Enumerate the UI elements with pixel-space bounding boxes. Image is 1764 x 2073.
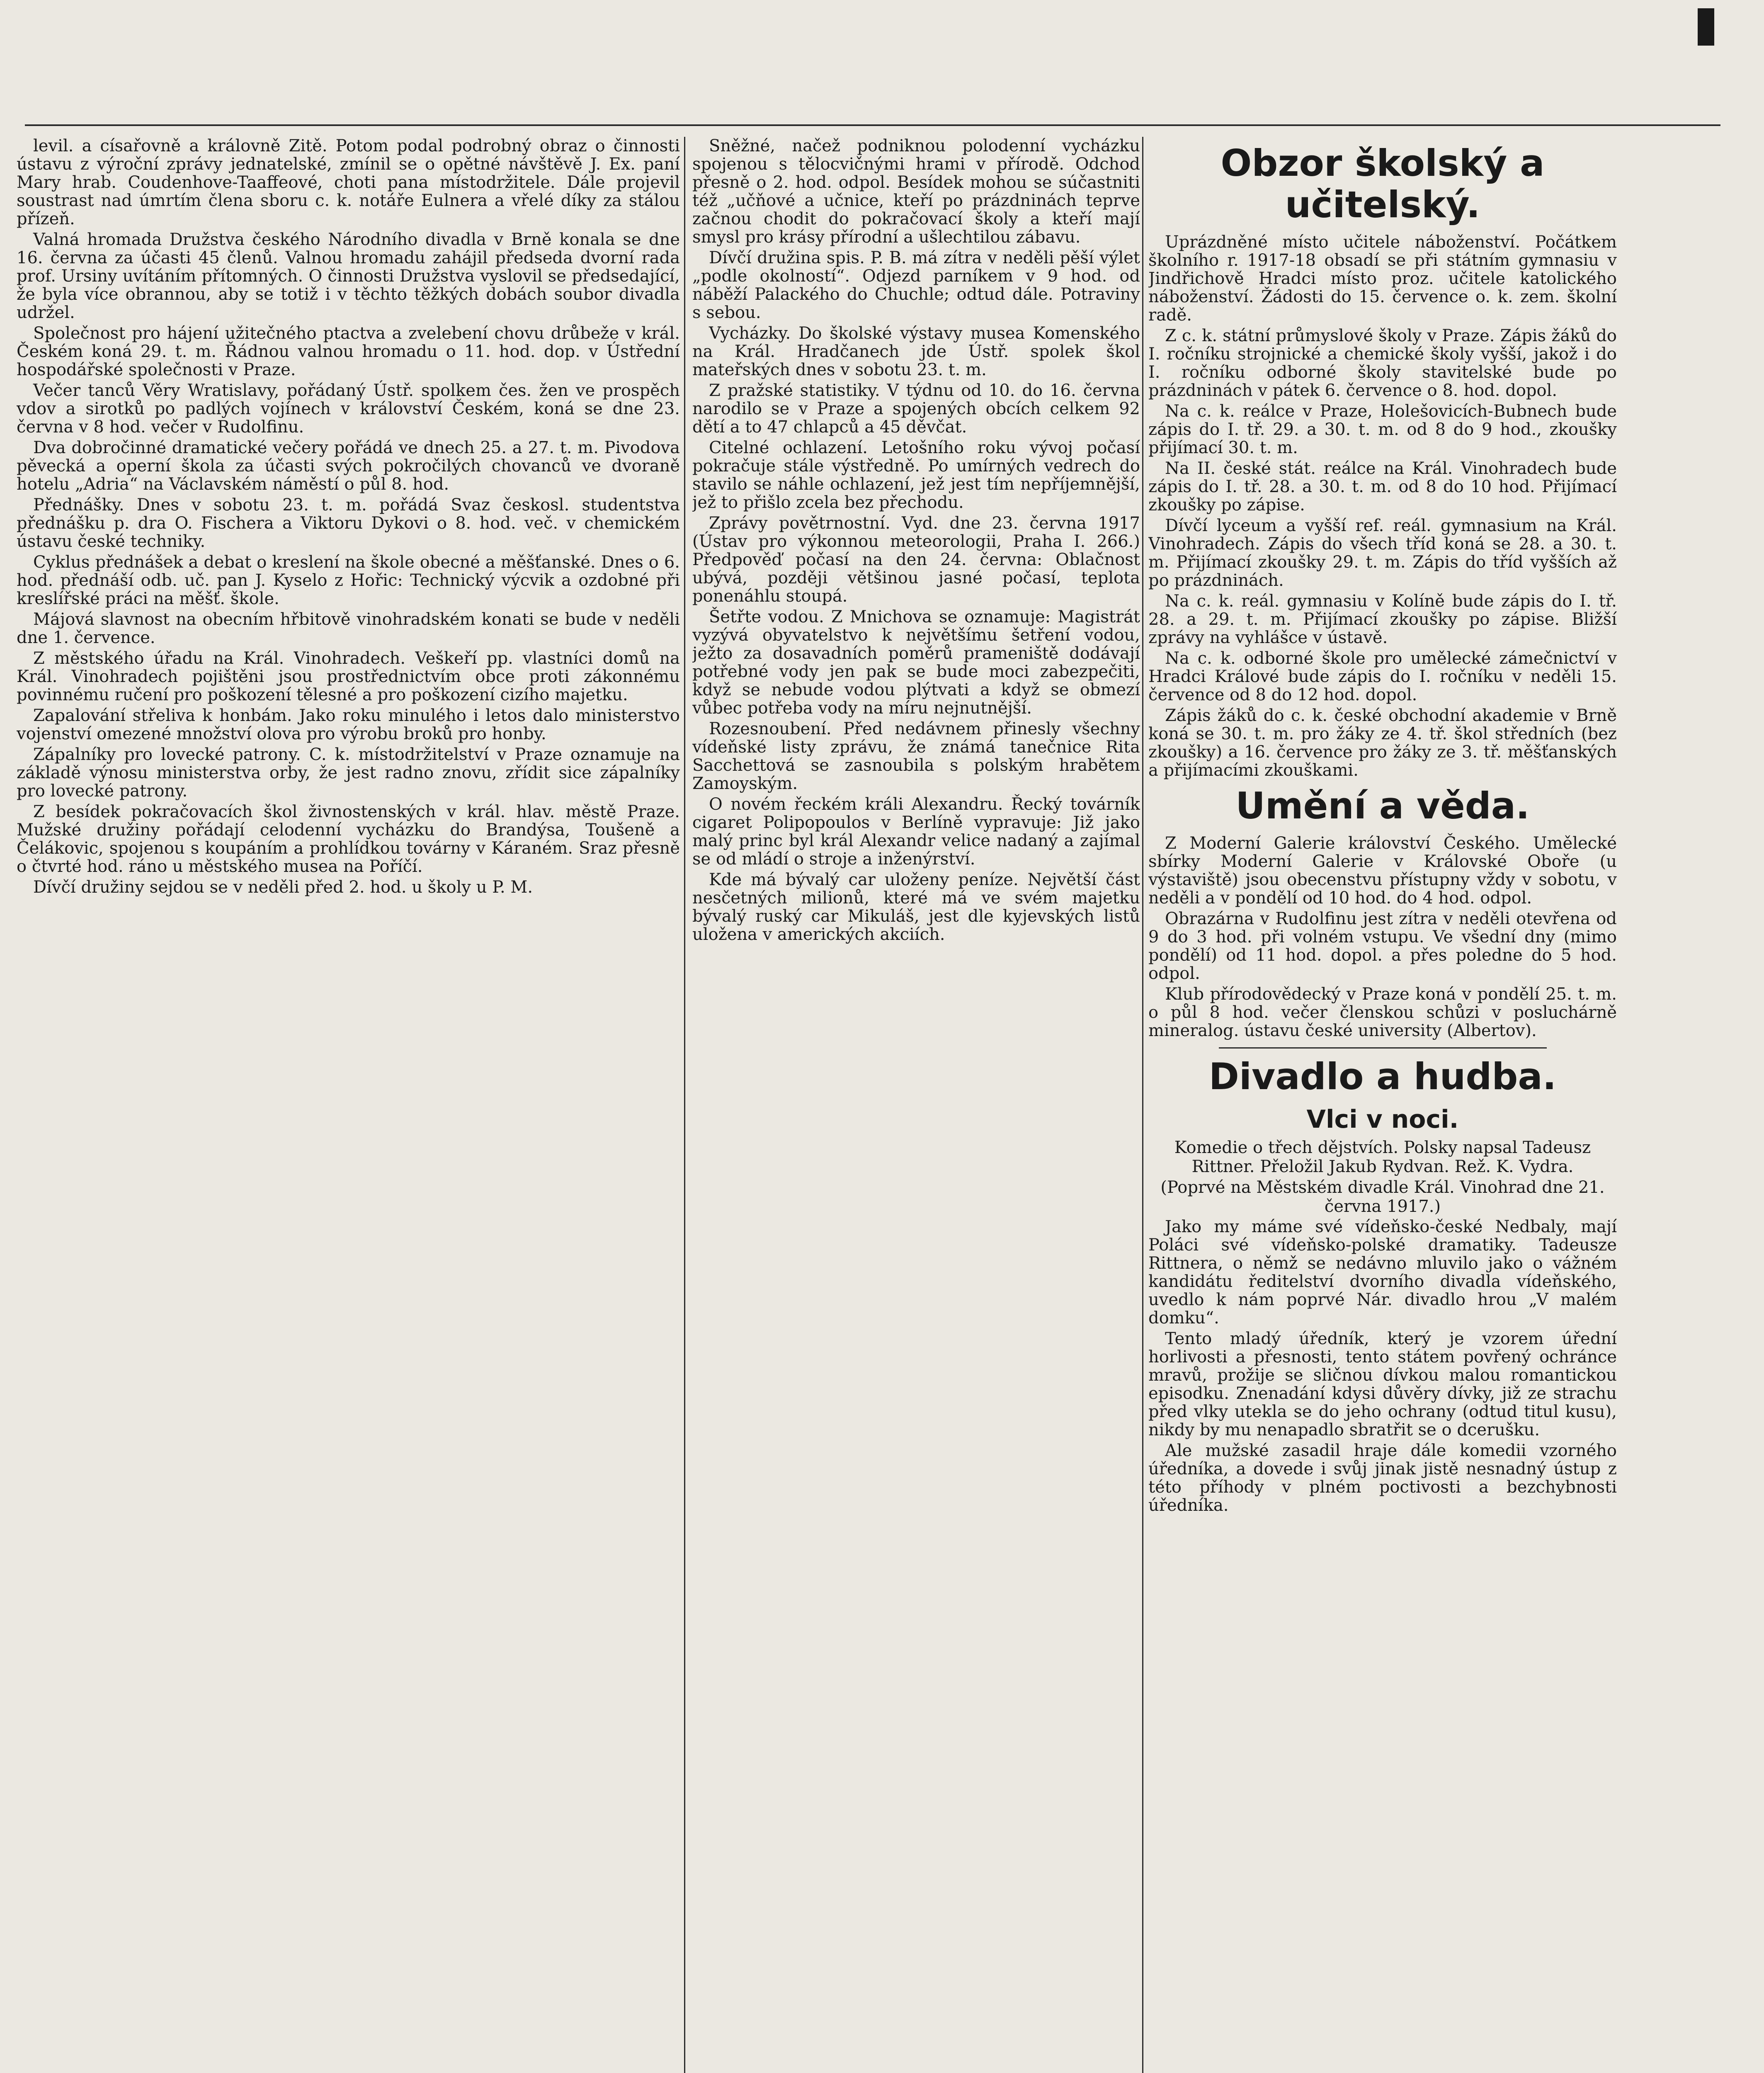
column-divider (684, 137, 685, 2073)
article-paragraph: Vycházky. Do školské výstavy musea Komenského na Král. Hradčanech jde Ústř. spolek škol mateřských dnes v sobotu 23. t. m. (692, 324, 1140, 379)
article-paragraph: Společnost pro hájení užitečného ptactva a zvelebení chovu drůbeže v král. Českém koná 29. t. m. Řádnou valnou hromadu o 11. hod. dop. v Ústřední hospodářské společnosti v Praze. (17, 324, 680, 379)
article-paragraph: Zapalování střeliva k honbám. Jako roku minulého i letos dalo ministerstvo vojenství omezené množství olova pro výrobu broků pro honby. (17, 706, 680, 743)
article-paragraph: Zprávy povětrnostní. Vyd. dne 23. června 1917 (Ústav pro výkonnou meteorologii, Praha I. 266.) Předpověď počasí na den 24. června: Oblačnost ubývá, později většinou jasné počasí, teplota ponenáhlu stoupá. (692, 514, 1140, 606)
article-paragraph: Z c. k. státní průmyslové školy v Praze. Zápis žáků do I. ročníku strojnické a chemické školy vyšší, jakož i do I. ročníku odborné školy stavitelské bude po prázdninách v pátek 6. července o 8. hod. dopol. (1148, 326, 1617, 400)
article-paragraph: levil. a císařovně a královně Zitě. Potom podal podrobný obraz o činnosti ústavu z výroční zprávy jednatelské, zmínil se o opětné návštěvě J. Ex. paní Mary hrab. Coudenhove-Taaffeové, choti pana místodržitele. Dále projevil soustrast nad úmrtím člena sboru c. k. notáře Eulnera a vřelé díky za stálou přízeň. (17, 137, 680, 228)
article-paragraph: Dva dobročinné dramatické večery pořádá ve dnech 25. a 27. t. m. Pivodova pěvecká a operní škola za účasti svých pokročilých chovanců ve dvoraně hotelu „Adria“ na Václavském náměstí o půl 8. hod. (17, 438, 680, 494)
article-paragraph: Jako my máme své vídeňsko-české Nedbaly, mají Poláci své vídeňsko-polské dramatiky. Tadeusze Rittnera, o němž se nedávno mluvilo jako o vážném kandidátu ředitelství dvorního divadla vídeňského, uvedlo k nám poprvé Nár. divadlo hrou „V malém domku“. (1148, 1217, 1617, 1328)
article-paragraph: Kde má bývalý car uloženy peníze. Největší část nesčetných milionů, které má ve svém majetku bývalý ruský car Mikuláš, jest dle kyjevských listů uložena v amerických akciích. (692, 870, 1140, 944)
article-paragraph: Citelné ochlazení. Letošního roku vývoj počasí pokračuje stále výstředně. Po umírných vedrech do stavilo se náhle ochlazení, jež jest tím nepříjemnější, jež to přišlo zcela bez přechodu. (692, 438, 1140, 512)
article-paragraph: Valná hromada Družstva českého Národního divadla v Brně konala se dne 16. června za účasti 45 členů. Valnou hromadu zahájil předseda dvorní rada prof. Ursiny uvítáním přítomných. O činnosti Družstva vyslovil se předsedající, že byla více obrannou, aby se totiž i v těchto těžkých dobách soubor divadla udržel. (17, 230, 680, 322)
article-paragraph: Na c. k. odborné škole pro umělecké zámečnictví v Hradci Králové bude zápis do I. ročníku v neděli 15. července od 8 do 12 hod. dopol. (1148, 649, 1617, 704)
top-rule (25, 124, 1720, 126)
article-paragraph: Z Moderní Galerie království Českého. Umělecké sbírky Moderní Galerie v Královské Oboře (u výstaviště) jsou obecenstvu přístupny vždy v sobotu, v neděli a v pondělí od 10 hod. do 4 hod. odpol. (1148, 834, 1617, 908)
section-heading: Divadlo a hudba. (1208, 1055, 1557, 1098)
article-paragraph: Dívčí družiny sejdou se v neděli před 2. hod. u školy u P. M. (33, 878, 533, 897)
column-2 (692, 137, 1140, 2073)
article-paragraph: Obrazárna v Rudolfinu jest zítra v neděli otevřena od 9 do 3 hod. při volném vstupu. Ve všední dny (mimo pondělí) od 11 hod. dopol. a přes poledne do 5 hod. odpol. (1148, 909, 1617, 983)
article-paragraph: Tento mladý úředník, který je vzorem úřední horlivosti a přesnosti, tento státem povřený ochránce mravů, prožije se sličnou dívkou malou romantickou episodku. Znenadání kdysi důvěry dívky, již ze strachu před vlky utekla se do jeho ochrany (odtud titul kusu), nikdy by mu nenapadlo sbratřit se o dcerušku. (1148, 1329, 1617, 1439)
section-divider (1219, 1047, 1547, 1049)
article-paragraph: Z pražské statistiky. V týdnu od 10. do 16. června narodilo se v Praze a spojených obcích celkem 92 dětí a to 47 chlapců a 45 děvčat. (692, 381, 1140, 437)
article-paragraph: Šetřte vodou. Z Mnichova se oznamuje: Magistrát vyzývá obyvatelstvo k největšímu šetření vodou, ježto za dosavadních poměrů prameniště dodávají potřebné vody jen pak se bude moci zabezpečiti, když se nebude vodou plýtvati a když se obmezí vůbec potřeba vody na míru nejnutnější. (692, 607, 1140, 718)
article-paragraph: Na c. k. reál. gymnasiu v Kolíně bude zápis do I. tř. 28. a 29. t. m. Přijímací zkoušky po zápise. Bližší zprávy na vyhlášce v ústavě. (1148, 592, 1617, 647)
article-paragraph: Uprázdněné místo učitele náboženství. Počátkem školního r. 1917-18 obsadí se při státním gymnasiu v Jindřichově Hradci místo proz. učitele katolického náboženství. Žádosti do 15. července o. k. zem. školní radě. (1148, 233, 1617, 325)
article-paragraph: Klub přírodovědecký v Praze koná v pondělí 25. t. m. o půl 8 hod. večer členskou schůzi v posluchárně mineralog. ústavu české university (Albertov). (1148, 985, 1617, 1040)
article-paragraph: Rozesnoubení. Před nedávnem přinesly všechny vídeňské listy zprávu, že známá tanečnice Rita Sacchettová se zasnoubila s polským hrabětem Zamoyským. (692, 719, 1140, 793)
article-paragraph: Na II. české stát. reálce na Král. Vinohradech bude zápis do I. tř. 28. a 30. t. m. od 8 do 10 hod. Přijímací zkoušky po zápise. (1148, 459, 1617, 515)
column-1 (17, 137, 680, 2073)
column-divider (1142, 137, 1143, 2073)
article-paragraph: Večer tanců Věry Wratislavy, pořádaný Ústř. spolkem čes. žen ve prospěch vdov a sirotků po padlých vojínech v království Českém, koná se dne 23. června v 8 hod. večer v Rudolfinu. (17, 381, 680, 437)
play-title: Vlci v noci. (1306, 1105, 1459, 1134)
section-heading: Obzor školský a učitelský. (1220, 142, 1545, 226)
article-paragraph: Zápis žáků do c. k. české obchodní akademie v Brně koná se 30. t. m. pro žáky ze 4. tř. škol středních (bez zkoušky) a 16. července pro žáky ze 3. tř. měšťanských a přijímacími zkouškami. (1148, 706, 1617, 780)
article-paragraph: O novém řeckém králi Alexandru. Řecký továrník cigaret Polipopoulos v Berlíně vypravuje: Již jako malý princ byl král Alexandr velice nadaný a zajímal se od mládí o stroje a inženýrství. (692, 795, 1140, 869)
play-premiere: (Poprvé na Městském divadle Král. Vinohrad dne 21. června 1917.) (1160, 1178, 1605, 1216)
play-credits: Komedie o třech dějstvích. Polsky napsal Tadeusz Rittner. Přeložil Jakub Rydvan. Rež. K. Vydra. (1174, 1138, 1591, 1176)
article-paragraph: Zápalníky pro lovecké patrony. C. k. místodržitelství v Praze oznamuje na základě výnosu ministerstva orby, že jest radno znovu, zřídit sice zápalníky pro lovecké patrony. (17, 745, 680, 801)
article-paragraph: Z městského úřadu na Král. Vinohradech. Veškeří pp. vlastníci domů na Král. Vinohradech pojištěni jsou prostřednictvím obce proti zákonnému povinnému ručení pro poškození tělesné a pro poškození cizího majetku. (17, 649, 680, 704)
article-paragraph: Ale mužské zasadil hraje dále komedii vzorného úředníka, a dovede i svůj jinak jistě nesnadný ústup z této příhody v plném poctivosti a bezchybnosti úředníka. (1148, 1441, 1617, 1515)
scan-mark (1698, 8, 1714, 46)
article-paragraph: Dívčí lyceum a vyšší ref. reál. gymnasium na Král. Vinohradech. Zápis do všech tříd koná se 28. a 30. t. m. Přijímací zkoušky 29. t. m. Zápis do tříd vyšších až po prázdninách. (1148, 516, 1617, 590)
article-paragraph: Cyklus přednášek a debat o kreslení na škole obecné a měšťanské. Dnes o 6. hod. přednáší odb. uč. pan J. Kyselo z Hořic: Technický výcvik a ozdobné při kreslířské práci na měšť. škole. (17, 553, 680, 608)
column-3 (1148, 137, 1617, 2073)
article-paragraph: Májová slavnost na obecním hřbitově vinohradském konati se bude v neděli dne 1. července. (17, 610, 680, 647)
article-paragraph: Přednášky. Dnes v sobotu 23. t. m. pořádá Svaz českosl. studentstva přednášku p. dra O. Fischera a Viktoru Dykovi o 8. hod. več. v chemickém ústavu české techniky. (17, 495, 680, 551)
article-paragraph: Z besídek pokračovacích škol živnostenských v král. hlav. městě Praze. Mužské družiny pořádají celodenní vycházku do Brandýsa, Toušeně a Čelákovic, spojenou s koupáním a prohlídkou továrny v Káraném. Sraz přesně o čtvrté hod. ráno u městského musea na Poříčí. (17, 802, 680, 876)
article-paragraph: Dívčí družina spis. P. B. má zítra v neděli pěší výlet „podle okolností“. Odjezd parníkem v 9 hod. od náběží Palackého do Chuchle; odtud dále. Potraviny s sebou. (692, 248, 1140, 322)
article-paragraph: Na c. k. reálce v Praze, Holešovicích-Bubnech bude zápis do I. tř. 29. a 30. t. m. od 8 do 9 hod., zkoušky přijímací 30. t. m. (1148, 402, 1617, 457)
article-paragraph: Sněžné, načež podniknou polodenní vycházku spojenou s tělocvičnými hrami v přírodě. Odchod přesně o 2. hod. odpol. Besídek mohou se súčastniti též „učňové a učnice, kteří po prázdninách teprve začnou chodit do pokračovací školy a kteří mají smysl pro krásy přírodní a ušlechtilou zábavu. (692, 137, 1140, 247)
section-heading: Umění a věda. (1235, 784, 1530, 827)
